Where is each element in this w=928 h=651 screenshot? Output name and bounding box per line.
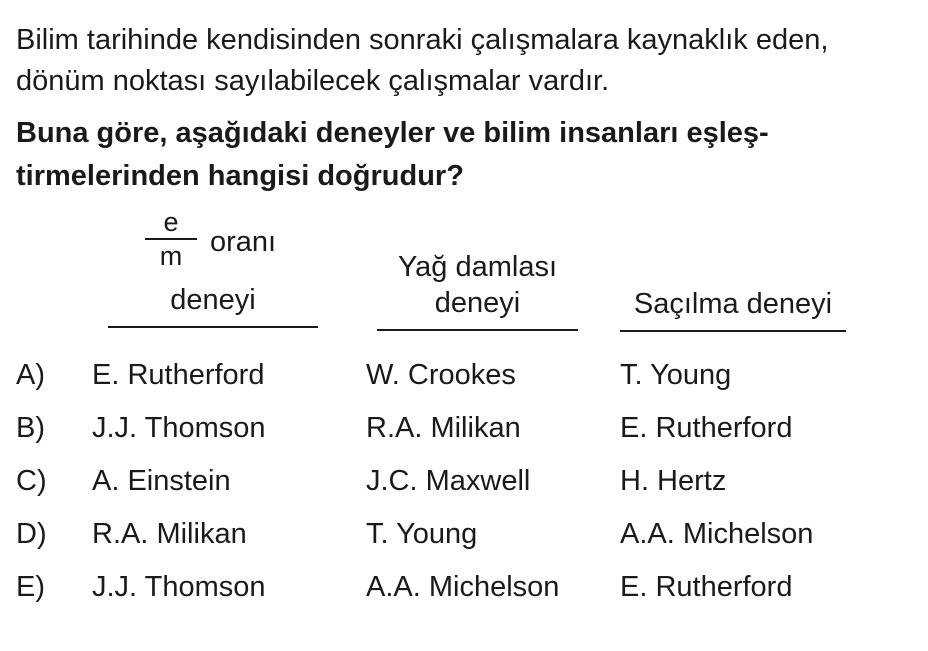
- exp2-header-line2: deneyi: [434, 287, 521, 319]
- exp3-header-rule: [620, 330, 846, 332]
- intro-text: Bilim tarihinde kendisinden sonraki çalışmalara kaynaklık eden, dönüm noktası sayılabilecek çalışmalar vardır.: [16, 24, 829, 97]
- option-exp2-scientist: T. Young: [366, 518, 478, 550]
- question-text: [16, 112, 916, 198]
- option-a[interactable]: [0, 353, 928, 406]
- option-exp2-scientist: W. Crookes: [366, 359, 516, 391]
- option-exp1-scientist: R.A. Milikan: [92, 518, 247, 550]
- exp2-header: [377, 249, 578, 321]
- exp3-header: Saçılma deneyi: [633, 288, 833, 320]
- exp1-header-rule: [108, 326, 318, 328]
- fraction-bar: [145, 238, 197, 240]
- question-line-1: Buna göre, aşağıdaki deneyler ve bilim insanları eşleş-: [16, 117, 769, 149]
- question-line-2: tirmelerinden hangisi doğrudur?: [16, 160, 464, 192]
- option-exp3-scientist: T. Young: [620, 359, 732, 391]
- option-exp3-scientist: E. Rutherford: [620, 412, 793, 444]
- ratio-word: oranı: [210, 226, 277, 258]
- option-exp3-scientist: E. Rutherford: [620, 571, 793, 603]
- option-exp1-scientist: J.J. Thomson: [92, 571, 266, 603]
- option-exp2-scientist: R.A. Milikan: [366, 412, 521, 444]
- answer-options: [0, 353, 928, 618]
- option-letter: C): [16, 465, 47, 497]
- fraction-numerator: e: [163, 207, 179, 237]
- option-exp1-scientist: A. Einstein: [92, 465, 231, 497]
- option-exp1-scientist: E. Rutherford: [92, 359, 265, 391]
- option-c[interactable]: [0, 459, 928, 512]
- em-fraction: [145, 208, 197, 271]
- option-e[interactable]: [0, 565, 928, 618]
- exp2-header-rule: [377, 329, 578, 331]
- exp1-header-word: deneyi: [170, 284, 256, 316]
- option-letter: D): [16, 518, 47, 550]
- option-exp3-scientist: H. Hertz: [620, 465, 727, 497]
- fraction-denominator: m: [159, 241, 183, 271]
- option-exp1-scientist: J.J. Thomson: [92, 412, 266, 444]
- option-exp2-scientist: J.C. Maxwell: [366, 465, 531, 497]
- option-letter: B): [16, 412, 45, 444]
- option-letter: A): [16, 359, 45, 391]
- option-d[interactable]: [0, 512, 928, 565]
- exp2-header-line1: Yağ damlası: [397, 251, 558, 283]
- option-letter: E): [16, 571, 45, 603]
- option-exp2-scientist: A.A. Michelson: [366, 571, 560, 603]
- option-b[interactable]: [0, 406, 928, 459]
- option-exp3-scientist: A.A. Michelson: [620, 518, 814, 550]
